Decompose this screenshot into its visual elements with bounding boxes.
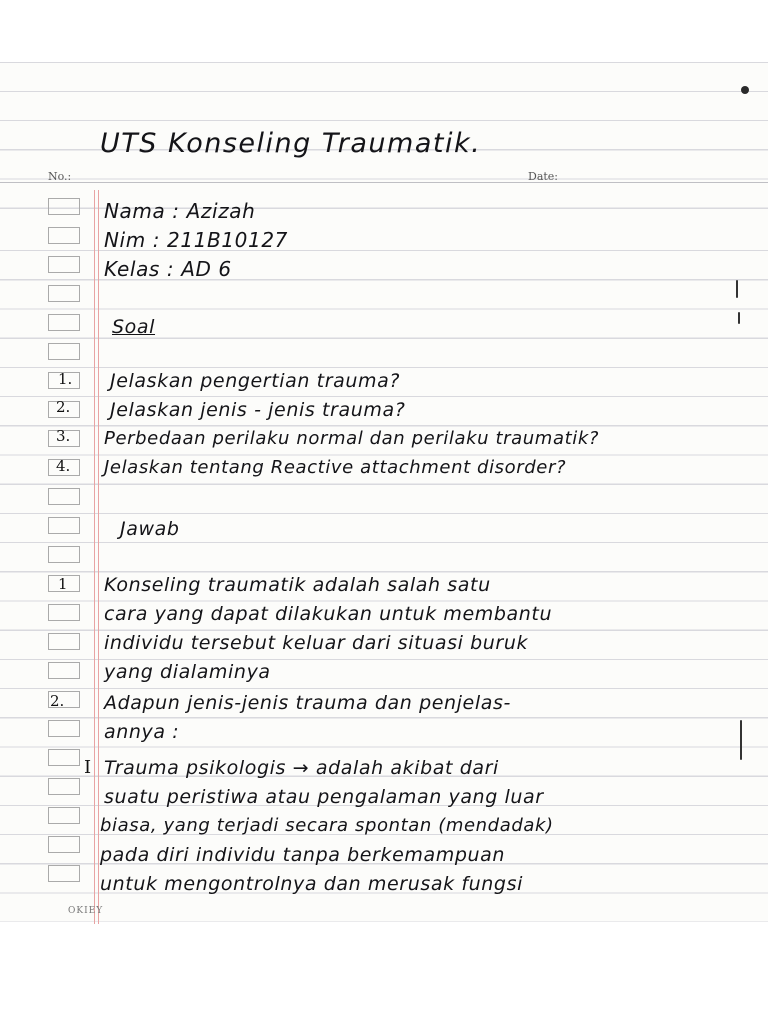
item-line-2: suatu peristiwa atau pengalaman yang luar bbox=[104, 786, 544, 808]
margin-rule-right bbox=[98, 190, 99, 924]
header-rule bbox=[0, 182, 768, 183]
margin-box bbox=[48, 256, 80, 273]
item-line-3: biasa, yang terjadi secara spontan (mendadak) bbox=[100, 815, 554, 836]
jawab-heading: Jawab bbox=[120, 518, 180, 540]
item-line-1: Trauma psikologis → adalah akibat dari bbox=[104, 757, 499, 779]
answer-2-line-1: Adapun jenis-jenis trauma dan penjelas- bbox=[104, 692, 511, 714]
question-4: Jelaskan tentang Reactive attachment disorder? bbox=[104, 457, 567, 478]
item-roman-numeral: I bbox=[84, 757, 92, 778]
answer-2-line-2: annya : bbox=[104, 721, 180, 743]
margin-box bbox=[48, 662, 80, 679]
answer-number-1: 1 bbox=[58, 575, 68, 593]
identity-kelas: Kelas : AD 6 bbox=[104, 257, 232, 281]
answer-1-line-3: individu tersebut keluar dari situasi buruk bbox=[104, 632, 529, 654]
identity-nama: Nama : Azizah bbox=[104, 199, 256, 223]
margin-box bbox=[48, 546, 80, 563]
margin-rule-left bbox=[94, 190, 95, 924]
margin-box bbox=[48, 778, 80, 795]
item-line-5: untuk mengontrolnya dan merusak fungsi bbox=[100, 873, 523, 895]
item-line-4: pada diri individu tanpa berkemampuan bbox=[100, 844, 506, 866]
answer-1-line-1: Konseling traumatik adalah salah satu bbox=[104, 574, 491, 596]
pen-mark bbox=[738, 312, 740, 324]
margin-box bbox=[48, 836, 80, 853]
question-3: Perbedaan perilaku normal dan perilaku traumatik? bbox=[104, 428, 600, 449]
question-1: Jelaskan pengertian trauma? bbox=[110, 370, 401, 392]
question-number-1: 1. bbox=[58, 370, 73, 388]
margin-box bbox=[48, 198, 80, 215]
margin-box bbox=[48, 865, 80, 882]
pen-mark bbox=[736, 280, 738, 298]
soal-heading: Soal bbox=[112, 316, 156, 338]
margin-box bbox=[48, 227, 80, 244]
question-number-2: 2. bbox=[56, 398, 71, 416]
margin-box bbox=[48, 807, 80, 824]
paper-brand: OKIEY bbox=[68, 906, 104, 916]
identity-nim: Nim : 211B10127 bbox=[104, 228, 288, 252]
answer-number-2: 2. bbox=[50, 692, 65, 710]
no-label: No.: bbox=[48, 170, 72, 183]
margin-box bbox=[48, 285, 80, 302]
answer-1-line-2: cara yang dapat dilakukan untuk membantu bbox=[104, 603, 553, 625]
answer-1-line-4: yang dialaminya bbox=[104, 661, 271, 683]
date-label: Date: bbox=[528, 170, 559, 183]
margin-box bbox=[48, 633, 80, 650]
margin-box bbox=[48, 314, 80, 331]
margin-box bbox=[48, 517, 80, 534]
question-2: Jelaskan jenis - jenis trauma? bbox=[110, 399, 406, 421]
margin-box bbox=[48, 488, 80, 505]
binder-hole bbox=[741, 86, 749, 94]
margin-box bbox=[48, 720, 80, 737]
question-number-4: 4. bbox=[56, 457, 71, 475]
pen-mark bbox=[740, 720, 742, 760]
margin-box bbox=[48, 604, 80, 621]
margin-box bbox=[48, 749, 80, 766]
margin-box bbox=[48, 343, 80, 360]
question-number-3: 3. bbox=[56, 427, 71, 445]
page-title: UTS Konseling Traumatik. bbox=[100, 128, 482, 159]
